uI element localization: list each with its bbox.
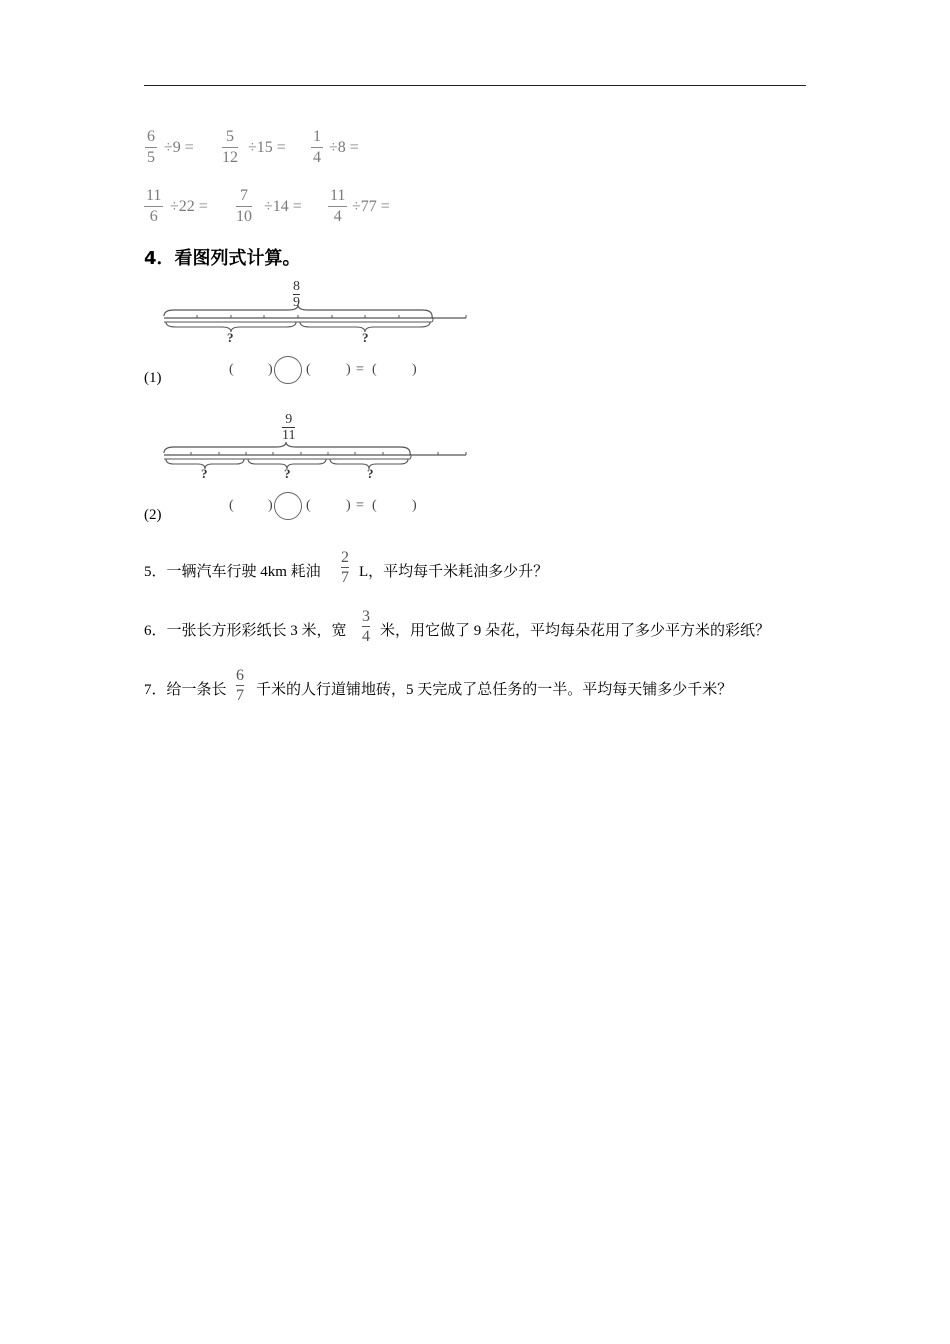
part-label: (2) — [144, 507, 162, 523]
unknown-mark: ? — [201, 466, 208, 481]
answer-blank-close: ) — [412, 362, 417, 377]
header-rule — [144, 85, 806, 86]
answer-blank-open: ( — [372, 362, 377, 377]
fraction: 11 6 — [146, 187, 162, 225]
fraction: 5 12 — [222, 128, 238, 166]
question-7-text: 7．给一条长 — [144, 682, 227, 698]
operator-circle[interactable] — [274, 356, 302, 384]
operator-circle[interactable] — [274, 492, 302, 520]
fraction: 6 7 — [236, 667, 244, 704]
fraction: 6 5 — [147, 128, 155, 166]
answer-blank-close: ) — [346, 498, 351, 513]
diagram-total-fraction: 9 11 — [282, 412, 296, 443]
division-expression: ÷8 = — [329, 139, 359, 156]
fraction: 11 4 — [330, 187, 346, 225]
division-expression: ÷14 = — [264, 198, 302, 215]
question-6-text: 6．一张长方形彩纸长 3 米，宽 — [144, 623, 347, 639]
answer-blank-close: ) — [268, 362, 273, 377]
fraction: 7 10 — [236, 187, 252, 225]
unknown-mark: ? — [367, 466, 374, 481]
answer-blank-open: ( — [229, 362, 234, 377]
diagram-total-fraction: 8 9 — [293, 279, 300, 310]
division-expression: ÷15 = — [248, 139, 286, 156]
answer-blank-open: ( — [229, 498, 234, 513]
exercise-heading: 4．看图列式计算。 — [144, 248, 301, 269]
answer-blank-close: ) — [346, 362, 351, 377]
unknown-mark: ? — [227, 330, 234, 345]
question-5-text: L，平均每千米耗油多少升？ — [359, 564, 549, 580]
question-7-text: 千米的人行道铺地砖，5 天完成了总任务的一半。平均每天铺多少千米？ — [256, 682, 733, 698]
fraction: 1 4 — [313, 128, 321, 166]
answer-blank-close: ) — [412, 498, 417, 513]
part-label: (1) — [144, 370, 162, 386]
segment-diagram-1 — [160, 304, 470, 346]
equals-sign: = — [356, 498, 364, 513]
division-expression: ÷77 = — [352, 198, 390, 215]
fraction: 2 7 — [341, 549, 349, 586]
answer-blank-open: ( — [306, 498, 311, 513]
unknown-mark: ? — [362, 330, 369, 345]
equals-sign: = — [356, 362, 364, 377]
question-6-text: 米，用它做了 9 朵花，平均每朵花用了多少平方米的彩纸？ — [380, 623, 771, 639]
question-5-text: 5．一辆汽车行驶 4km 耗油 — [144, 564, 321, 580]
answer-blank-open: ( — [372, 498, 377, 513]
division-expression: ÷9 = — [164, 139, 194, 156]
fraction: 3 4 — [362, 608, 370, 645]
answer-blank-open: ( — [306, 362, 311, 377]
division-expression: ÷22 = — [170, 198, 208, 215]
answer-blank-close: ) — [268, 498, 273, 513]
unknown-mark: ? — [284, 466, 291, 481]
